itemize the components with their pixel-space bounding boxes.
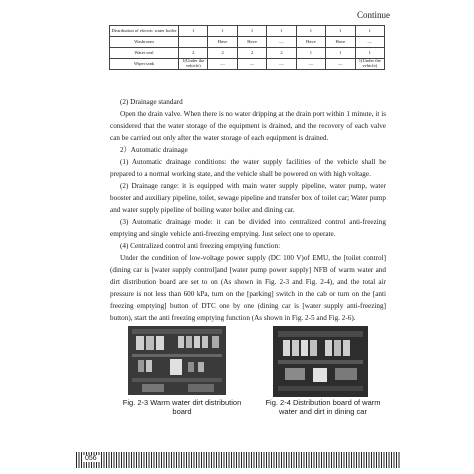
paragraph: (4) Centralized control anti freezing emptying function: xyxy=(120,242,281,250)
table-cell: Have xyxy=(296,37,325,48)
table-cell: Have xyxy=(237,37,266,48)
table-cell: — xyxy=(267,37,296,48)
page-footer-stripe xyxy=(76,452,401,468)
table-cell: Have xyxy=(208,37,237,48)
figure-photo-distribution-board xyxy=(128,326,226,395)
figure-caption: Fig. 2-3 Warm water dirt distribution board xyxy=(122,398,242,416)
table-cell xyxy=(179,37,208,48)
section-heading: (2) Drainage standard xyxy=(120,98,183,106)
table-cell: Wiper tank xyxy=(110,59,179,70)
paragraph: (2) Drainage range: it is equipped with main water supply pipeline, water pump, water booster and auxiliary pipeline, toilet, sewage pipeline and transfer box of toilet car; Water pump and water supply pipeline of boiling water boiler and dining car. xyxy=(110,182,386,214)
paragraph: (1) Automatic drainage conditions: the water supply facilities of the vehicle shall be prepared to a normal working state, and the vehicle shall be powered on with high voltage. xyxy=(110,158,386,178)
table-cell: 1(Under the vehicle) xyxy=(355,59,384,70)
page-number: 056 xyxy=(82,455,100,462)
table-cell: — xyxy=(326,59,355,70)
table-cell: Washroom xyxy=(110,37,179,48)
table-cell: 1 xyxy=(355,48,384,59)
table-cell: Distribution of electric water boiler xyxy=(110,26,179,37)
table-cell: 1 xyxy=(355,26,384,37)
table-cell: Have xyxy=(326,37,355,48)
table-cell: 1 xyxy=(326,26,355,37)
table-row xyxy=(110,26,385,37)
table-cell: 1 xyxy=(267,26,296,37)
table-cell: 2 xyxy=(267,48,296,59)
table-cell: 1 xyxy=(237,26,266,37)
figure-photo-dining-car-board xyxy=(273,326,368,397)
figure-caption: Fig. 2-4 Distribution board of warm water and dirt in dining car xyxy=(265,398,381,416)
section-heading: 2）Automatic drainage xyxy=(120,146,188,154)
table-row xyxy=(110,48,385,59)
table-cell: 2 xyxy=(208,48,237,59)
body-text xyxy=(110,96,386,324)
table-row xyxy=(110,59,385,70)
table-cell: 1 xyxy=(179,26,208,37)
table-cell: 1 xyxy=(296,26,325,37)
table-cell: 1(Under the vehicle) xyxy=(179,59,208,70)
spec-table xyxy=(109,25,385,70)
table-cell: — xyxy=(237,59,266,70)
table-row xyxy=(110,37,385,48)
table-cell: 1 xyxy=(326,48,355,59)
continue-label: Continue xyxy=(357,10,390,20)
table-cell: 1 xyxy=(208,26,237,37)
table-cell: — xyxy=(296,59,325,70)
board-photo-image xyxy=(273,326,368,397)
table-cell: 1 xyxy=(296,48,325,59)
paragraph: (3) Automatic drainage mode: it can be divided into centralized control anti-freezing emptying and single vehicle anti-freezing emptying. Just select one to operate. xyxy=(110,218,386,238)
table-cell: — xyxy=(208,59,237,70)
table-cell: Water seal xyxy=(110,48,179,59)
table-cell: — xyxy=(267,59,296,70)
board-photo-image xyxy=(128,326,226,395)
table-cell: — xyxy=(355,37,384,48)
paragraph: Under the condition of low-voltage power supply (DC 100 V)of EMU, the [toilet control] (dining car is [water supply control]and [water pump power supply] NFB of warm water and dirt distribution board are set to on (As shown in Fig. 2-3 and Fig. 2-4), and the total air pressure is not less than 600 kPa, turn on the [parking] switch in the cab or turn on the [anti freezing emptying] button of DTC one by one (dining car is [water supply anti-freezing] button), start the anti freezing emptying function (As shown in Fig. 2-5 and Fig. 2-6). xyxy=(110,254,386,322)
table-cell: 2 xyxy=(179,48,208,59)
table-cell: 2 xyxy=(237,48,266,59)
paragraph: Open the drain valve. When there is no water dripping at the drain port within 1 minute, it is considered that the water storage of the equipment is drained, and the recovery of each valve can be carried out only after the water storage of each equipment is drained. xyxy=(110,110,386,142)
